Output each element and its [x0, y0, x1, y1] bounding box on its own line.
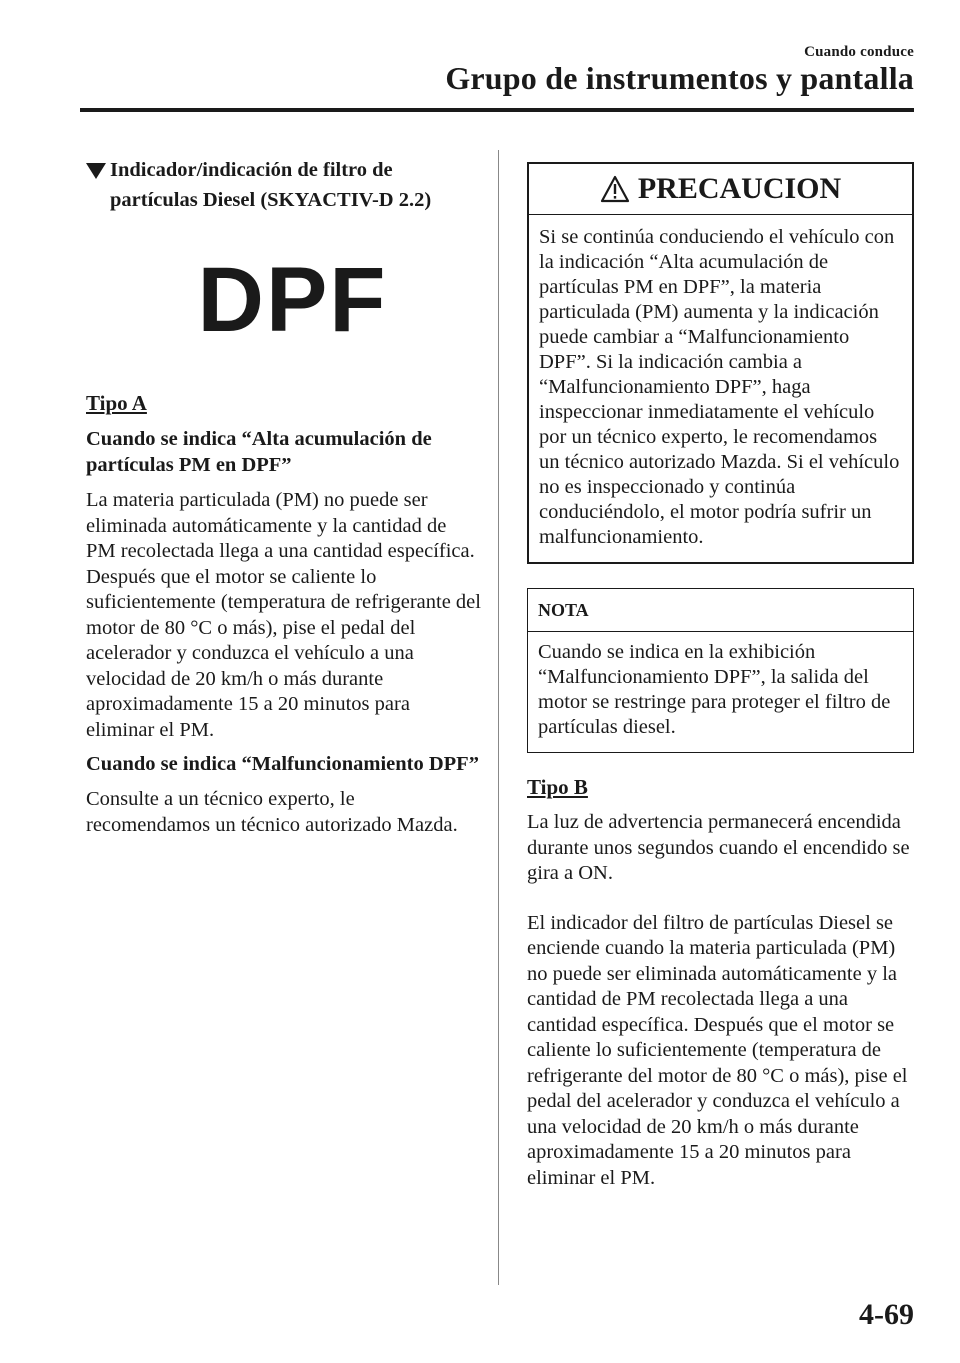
- paragraph: La materia particulada (PM) no puede ser eliminada automáticamente y la cantidad de PM recolectada llega a una cantidad específica.: [86, 489, 475, 562]
- chapter-label: Cuando conduce: [804, 44, 914, 60]
- paragraph: Consulte a un técnico experto, le recomendamos un técnico autorizado Mazda.: [86, 788, 458, 836]
- caution-header: [529, 164, 912, 215]
- right-column: [527, 162, 914, 1199]
- paragraph: Después que el motor se caliente lo suficientemente (temperatura de refrigerante del motor de 80 °C o más), pise el pedal del acelerador y conduzca el vehículo a una velocidad de 20 km/h o más durante aproximadamente 15 a 20 minutos para eliminar el PM.: [86, 565, 481, 741]
- caution-text: Si se continúa conduciendo el vehículo con la indicación “Alta acumulación de partículas PM en DPF”, la materia particulada (PM) aumenta y la indicación puede cambiar a “Malfuncionamiento DPF”. Si la indicación cambia a “Malfuncionamiento DPF”, haga inspeccionar inmediatamente el vehículo por un técnico experto, le recomendamos un técnico autorizado Mazda. Si el vehículo no es inspeccionado y continúa conduciéndolo, el motor podría sufrir un malfuncionamiento.: [539, 226, 900, 548]
- caution-title: PRECAUCION: [637, 172, 842, 205]
- column-divider: [498, 150, 499, 1285]
- page-number: 4-69: [859, 1298, 914, 1331]
- dpf-indicator-symbol: DPF: [197, 249, 388, 351]
- section-heading: [86, 155, 481, 215]
- paragraph: El indicador del filtro de partículas Diesel se enciende cuando la materia particulada (PM) no puede ser eliminada automáticamente y la cantidad de PM recolectada llega a una cantidad específica. Después que el motor se caliente lo suficientemente (temperatura de refrigerante del motor de 80 °C o más), pise el pedal del acelerador y conduzca el vehículo a una velocidad de 20 km/h o más durante aproximadamente 15 a 20 minutos para eliminar el PM.: [527, 911, 908, 1189]
- header-rule: [80, 108, 914, 112]
- paragraph: La luz de advertencia permanecerá encendida durante unos segundos cuando el encendido se gira a ON.: [527, 811, 910, 884]
- type-a-label: Tipo A: [86, 391, 147, 415]
- subsection-title-malfunction: Cuando se indica “Malfuncionamiento DPF”: [86, 753, 479, 775]
- section-heading-text: Indicador/indicación de filtro de partículas Diesel (SKYACTIV-D 2.2): [110, 159, 432, 211]
- note-box: [527, 588, 914, 753]
- section-title: Grupo de instrumentos y pantalla: [445, 60, 914, 96]
- caution-box: [527, 162, 914, 564]
- subsection-title-accumulation: Cuando se indica “Alta acumulación de partículas PM en DPF”: [86, 428, 432, 476]
- warning-triangle-icon: [600, 175, 630, 203]
- note-title: NOTA: [528, 589, 913, 632]
- type-b-label: Tipo B: [527, 775, 588, 799]
- note-text: Cuando se indica en la exhibición “Malfuncionamiento DPF”, la salida del motor se restringe para proteger el filtro de partículas diesel.: [538, 641, 891, 738]
- down-triangle-icon: [86, 163, 106, 179]
- left-column: [86, 155, 481, 846]
